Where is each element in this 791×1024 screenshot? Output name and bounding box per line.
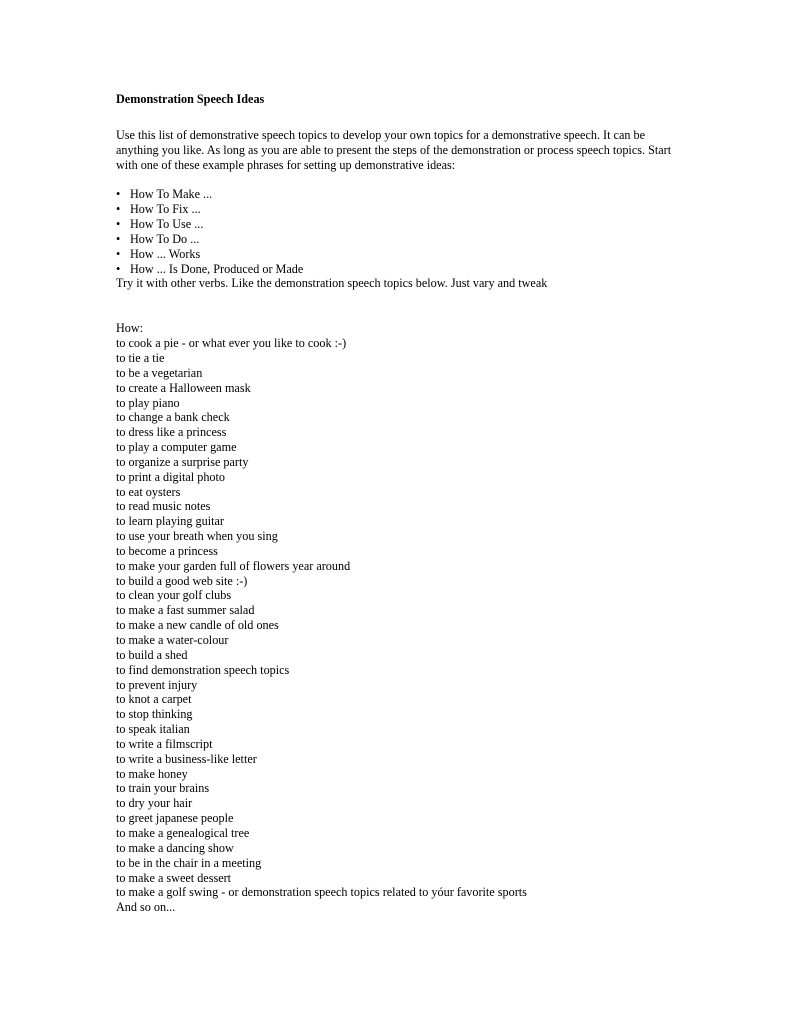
document-title: Demonstration Speech Ideas bbox=[116, 92, 265, 106]
topic-item: to make a dancing show bbox=[116, 840, 234, 855]
topic-item: to read music notes bbox=[116, 499, 211, 514]
topic-item: to write a filmscript bbox=[116, 736, 213, 751]
phrase-item: • How To Make ... bbox=[116, 187, 676, 202]
topic-item: to make your garden full of flowers year around bbox=[116, 558, 351, 573]
topic-item: to become a princess bbox=[116, 543, 218, 558]
topic-item: to find demonstration speech topics bbox=[116, 662, 290, 677]
topic-item: to speak italian bbox=[116, 722, 190, 737]
topic-item: to greet japanese people bbox=[116, 811, 234, 826]
topic-item: to dry your hair bbox=[116, 796, 193, 811]
topic-item: to create a Halloween mask bbox=[116, 380, 251, 395]
topic-item: to make honey bbox=[116, 766, 188, 781]
topic-item: to train your brains bbox=[116, 781, 210, 796]
topic-item: to knot a carpet bbox=[116, 692, 192, 707]
topic-item: to write a business-like letter bbox=[116, 751, 257, 766]
topic-item: to make a golf swing - or demonstration speech topics related to yóur favorite sports bbox=[116, 885, 527, 900]
topic-item: to print a digital photo bbox=[116, 469, 225, 484]
intro-paragraph: Use this list of demonstrative speech topics to develop your own topics for a demonstrative speech. It can be anything you like. As long as you are able to present the steps of the demonstration or process speech topics. Start with one of these example phrases for setting up demonstrative ideas: bbox=[116, 127, 672, 172]
topic-item: to be a vegetarian bbox=[116, 365, 203, 380]
topic-item: to build a shed bbox=[116, 647, 188, 662]
topic-item: to make a genealogical tree bbox=[116, 825, 250, 840]
closing-line: And so on... bbox=[116, 900, 176, 915]
phrase-item: • How To Use ... bbox=[116, 217, 676, 232]
topic-item: to cook a pie - or what ever you like to cook :-) bbox=[116, 336, 347, 351]
topic-item: to use your breath when you sing bbox=[116, 529, 278, 544]
topic-item: to make a water-colour bbox=[116, 633, 229, 647]
how-section bbox=[116, 321, 676, 915]
topic-item: to play a computer game bbox=[116, 440, 237, 455]
how-heading: How: bbox=[116, 321, 144, 336]
topic-item: to make a new candle of old ones bbox=[116, 618, 279, 633]
topic-item: to build a good web site :-) bbox=[116, 573, 248, 588]
try-line: Try it with other verbs. Like the demonstration speech topics below. Just vary and tweak bbox=[116, 276, 548, 291]
phrase-item: • How To Fix ... bbox=[116, 202, 676, 217]
topic-item: to dress like a princess bbox=[116, 425, 227, 440]
topic-item: to stop thinking bbox=[116, 707, 193, 722]
topic-item: to play piano bbox=[116, 395, 180, 410]
topic-item: to be in the chair in a meeting bbox=[116, 855, 262, 870]
document-body bbox=[116, 92, 676, 915]
topic-item: to eat oysters bbox=[116, 484, 181, 499]
topic-item: to make a fast summer salad bbox=[116, 603, 255, 618]
topic-item: to prevent injury bbox=[116, 677, 198, 692]
topic-item: to clean your golf clubs bbox=[116, 588, 232, 603]
topic-item: to learn playing guitar bbox=[116, 514, 224, 529]
topic-item: to make a sweet dessert bbox=[116, 870, 232, 885]
phrase-item: • How ... Works bbox=[116, 247, 676, 262]
topic-item: to organize a surprise party bbox=[116, 454, 249, 469]
phrase-list bbox=[116, 187, 676, 276]
phrase-item: • How ... Is Done, Produced or Made bbox=[116, 262, 676, 277]
topic-item: to tie a tie bbox=[116, 350, 165, 365]
topic-list bbox=[116, 336, 676, 900]
phrase-item: • How To Do ... bbox=[116, 232, 676, 247]
topic-item: to change a bank check bbox=[116, 410, 230, 425]
